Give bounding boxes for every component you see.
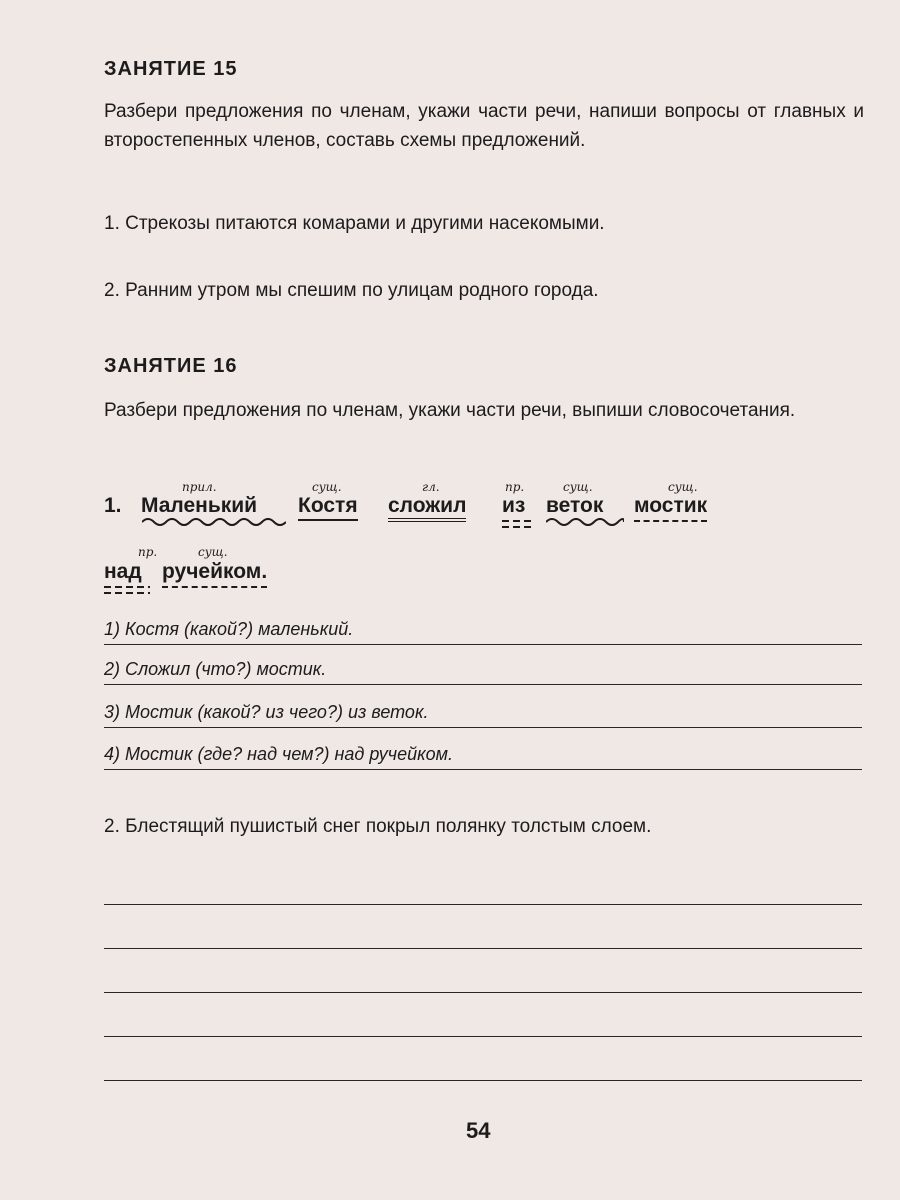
lesson-16-title: ЗАНЯТИЕ 16 [104,355,238,377]
example-word: веток [546,494,604,517]
blank-writing-line [104,1080,862,1081]
blank-writing-line [104,904,862,905]
answer-line-2: 2) Сложил (что?) мостик. [104,654,862,685]
wavy-underline [546,518,624,526]
example-word: ручейком. [162,560,267,588]
lesson-15-task: Разбери предложения по членам, укажи части речи, напиши вопросы от главных и второстепенных членов, составь схемы предложений. [104,101,864,151]
answer-line-4: 4) Мостик (где? над чем?) над ручейком. [104,739,862,770]
example-word: сложил [388,494,466,522]
pos-label: сущ. [563,480,593,494]
example-word: из [502,494,526,517]
pos-label: пр. [138,545,158,559]
example-word: Маленький [141,494,258,517]
lesson-16-sentence-2: 2. Блестящий пушистый снег покрыл полянку толстым слоем. [104,816,652,837]
pos-label: сущ. [668,480,698,494]
answer-line-3: 3) Мостик (какой? из чего?) из веток. [104,697,862,728]
lesson-15-title: ЗАНЯТИЕ 15 [104,58,238,80]
example-word: над [104,560,142,583]
lesson-16-task: Разбери предложения по членам, укажи части речи, выпиши словосочетания. [104,400,796,421]
example-word: Костя [298,494,358,521]
pos-label: сущ. [198,545,228,559]
blank-writing-line [104,1036,862,1037]
dash-dot-underline [502,518,532,530]
blank-writing-line [104,948,862,949]
example-number: 1. [104,494,122,517]
page-number: 54 [466,1118,491,1143]
pos-label: пр. [505,480,525,494]
lesson-15-sentence-1: 1. Стрекозы питаются комарами и другими насекомыми. [104,213,605,234]
dash-dot-underline [104,584,150,596]
wavy-underline [142,518,286,526]
answer-line-1: 1) Костя (какой?) маленький. [104,614,862,645]
blank-writing-line [104,992,862,993]
pos-label: гл. [422,480,440,494]
lesson-15-sentence-2: 2. Ранним утром мы спешим по улицам родного города. [104,280,599,301]
example-word: мостик [634,494,707,522]
pos-label: прил. [182,480,217,494]
pos-label: сущ. [312,480,342,494]
